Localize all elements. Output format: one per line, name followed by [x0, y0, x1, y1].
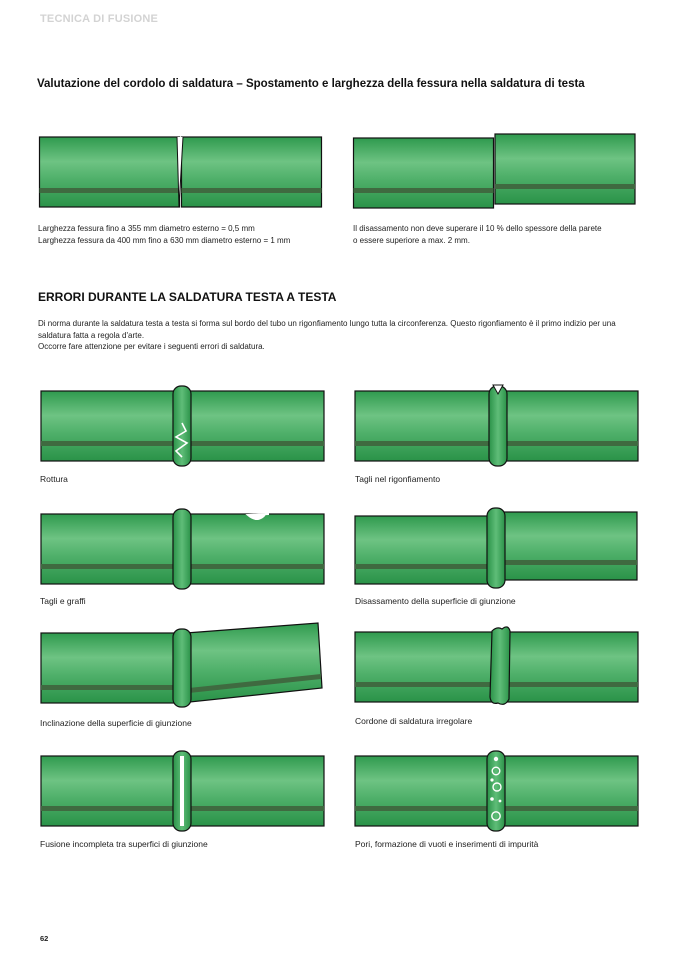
intro-text [38, 318, 638, 353]
error-label-bead-cuts: Tagli nel rigonfiamento [355, 474, 441, 484]
error-label-irregular-bead: Cordone di saldatura irregolare [355, 716, 473, 726]
section-title-weld-bead: Valutazione del cordolo di saldatura – Spostamento e larghezza della fessura nella saldatura di testa [37, 78, 585, 90]
error-label-cuts-scratches: Tagli e graffi [40, 596, 86, 606]
figure-surface-misalignment [352, 505, 642, 590]
caption-gap-width [38, 223, 338, 247]
error-label-joint-inclination: Inclinazione della superficie di giunzione [40, 718, 192, 728]
figure-joint-inclination [38, 620, 328, 708]
caption-line: Larghezza fessura fino a 355 mm diametro esterno = 0,5 mm [38, 224, 255, 233]
error-label-surface-misalignment: Disassamento della superficie di giunzione [355, 596, 516, 606]
figure-incomplete-fusion [38, 748, 328, 833]
intro-line: Occorre fare attenzione per evitare i seguenti errori di saldatura. [38, 342, 265, 351]
figure-rupture [38, 385, 328, 467]
figure-bead-cuts [352, 382, 642, 467]
section-title-errors: ERRORI DURANTE LA SALDATURA TESTA A TESTA [38, 290, 337, 304]
caption-misalignment [353, 223, 653, 247]
caption-line: o essere superiore a max. 2 mm. [353, 236, 470, 245]
intro-line: saldatura fatta a regola d'arte. [38, 330, 145, 340]
figure-gap-width [38, 135, 324, 210]
figure-pores-voids [352, 748, 642, 833]
caption-line: Il disassamento non deve superare il 10 % dello spessore della parete [353, 224, 602, 233]
figure-irregular-bead [352, 623, 642, 708]
error-label-pores-voids: Pori, formazione di vuoti e inserimenti di impurità [355, 839, 539, 849]
page-header: TECNICA DI FUSIONE [40, 13, 159, 25]
error-label-incomplete-fusion: Fusione incompleta tra superfici di giunzione [40, 839, 208, 849]
error-label-rupture: Rottura [40, 474, 68, 484]
figure-misalignment [352, 133, 638, 210]
page-number: 62 [40, 934, 49, 943]
figure-cuts-scratches [38, 505, 328, 590]
caption-line: Larghezza fessura da 400 mm fino a 630 mm diametro esterno = 1 mm [38, 236, 291, 245]
intro-line: Di norma durante la saldatura testa a testa si forma sul bordo del tubo un rigonfiamento lungo tutta la circonferenza. Questo rigonfiamento è il primo indizio per una [38, 319, 616, 328]
